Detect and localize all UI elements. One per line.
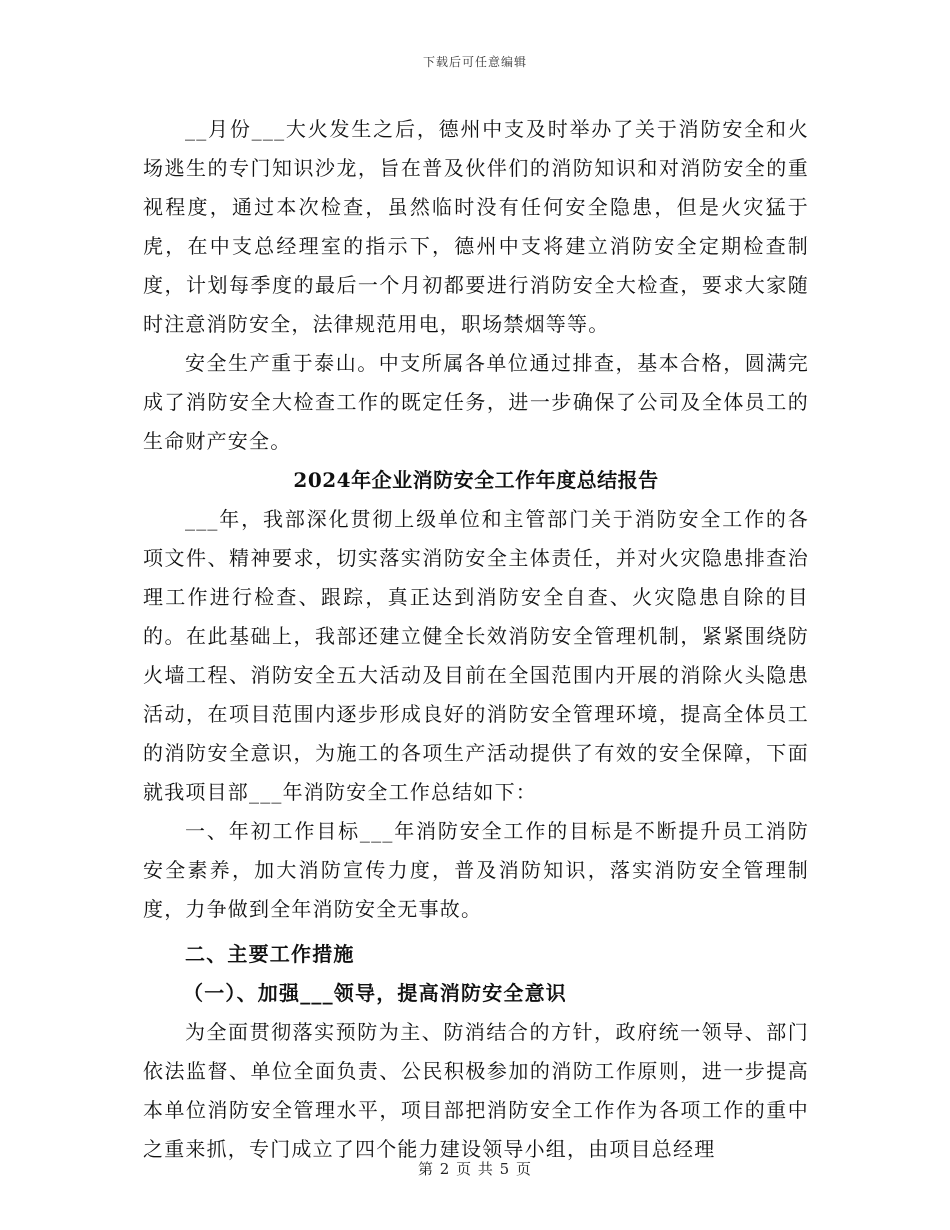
paragraph-annual-goal: 一、年初工作目标___年消防安全工作的目标是不断提升员工消防安全素养，加大消防宣传力度，普及消防知识，落实消防安全管理制度，力争做到全年消防安全无事故。: [143, 819, 809, 921]
subsection-heading-leadership: （一）、加强___领导，提高消防安全意识: [183, 981, 567, 1005]
page-header: 下载后可任意编辑: [422, 55, 527, 69]
paragraph-leadership: 为全面贯彻落实预防为主、防消结合的方针，政府统一领导、部门依法监督、单位全面负责、公民积极参加的消防工作原则，进一步提高本单位消防安全管理水平，项目部把消防安全工作作为各项工作的重中之重来抓，专门成立了四个能力建设领导小组，由项目总经理: [143, 1020, 809, 1161]
document-body: [143, 110, 809, 1169]
report-title: 2024年企业消防安全工作年度总结报告: [293, 468, 659, 492]
paragraph-fire-salon: __月份___大火发生之后，德州中支及时举办了关于消防安全和火场逃生的专门知识沙龙，旨在普及伙伴们的消防知识和对消防安全的重视程度，通过本次检查，虽然临时没有任何安全隐患，但是火灾猛于虎，在中支总经理室的指示下，德州中支将建立消防安全定期检查制度，计划每季度的最后一个月初都要进行消防安全大检查，要求大家随时注意消防安全，法律规范用电，职场禁烟等等。: [143, 117, 809, 336]
paragraph-annual-overview: ___年，我部深化贯彻上级单位和主管部门关于消防安全工作的各项文件、精神要求，切实落实消防安全主体责任，并对火灾隐患排查治理工作进行检查、跟踪，真正达到消防安全自查、火灾隐患自除的目的。在此基础上，我部还建立健全长效消防安全管理机制，紧紧围绕防火墙工程、消防安全五大活动及目前在全国范围内开展的消除火头隐患活动，在项目范围内逐步形成良好的消防安全管理环境，提高全体员工的消防安全意识，为施工的各项生产活动提供了有效的安全保障，下面就我项目部___年消防安全工作总结如下：: [143, 507, 809, 804]
section-heading-measures: 二、主要工作措施: [185, 942, 355, 966]
paragraph-safety-production: 安全生产重于泰山。中支所属各单位通过排查，基本合格，圆满完成了消防安全大检查工作的既定任务，进一步确保了公司及全体员工的生命财产安全。: [143, 351, 809, 453]
page-number: 第 2 页 共 5 页: [418, 1160, 532, 1178]
